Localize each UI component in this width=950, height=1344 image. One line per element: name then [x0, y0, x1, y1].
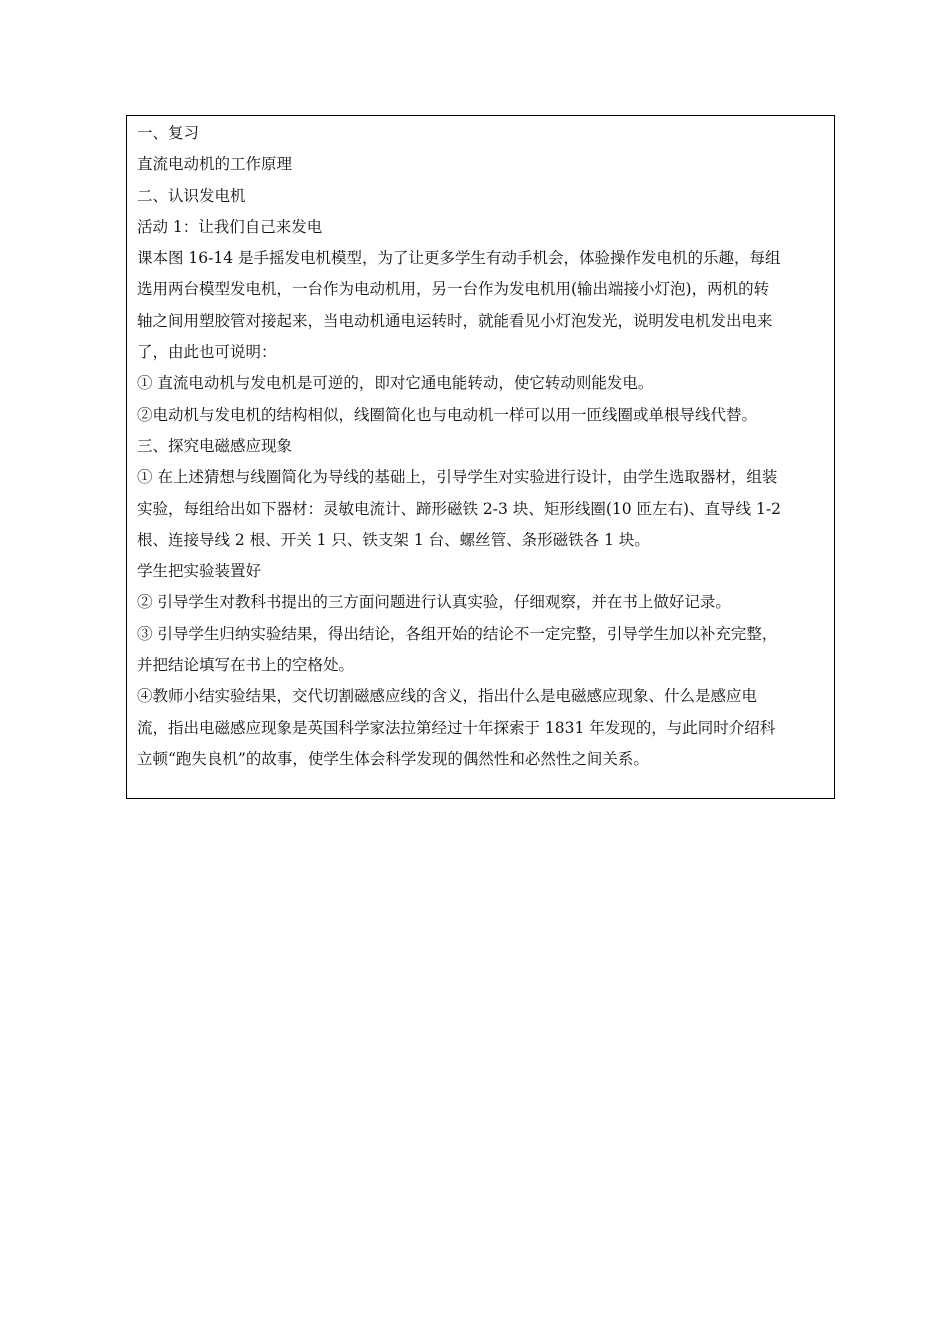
lesson-text: [137, 118, 827, 775]
text-line: 学生把实验装置好: [137, 562, 262, 581]
text-line: ① 直流电动机与发电机是可逆的，即对它通电能转动，使它转动则能发电。: [137, 374, 654, 393]
text-line: ③ 引导学生归纳实验结果，得出结论，各组开始的结论不一定完整，引导学生加以补充完整，: [137, 624, 778, 643]
lesson-content-box: [126, 115, 835, 799]
heading-review: 一、复习: [137, 124, 200, 142]
text-line: 选用两台模型发电机，一台作为电动机用，另一台作为发电机用(输出端接小灯泡)，两机的转: [137, 280, 770, 299]
text-line: ④教师小结实验结果，交代切割磁感应线的含义，指出什么是电磁感应现象、什么是感应电: [137, 687, 758, 706]
text-line: 课本图 16-14 是手摇发电机模型，为了让更多学生有动手机会，体验操作发电机的乐趣，每组: [137, 249, 781, 268]
text-line: 并把结论填写在书上的空格处。: [137, 656, 355, 675]
text-line: ② 引导学生对教科书提出的三方面问题进行认真实验，仔细观察，并在书上做好记录。: [137, 593, 731, 612]
text-line: 根、连接导线 2 根、开关 1 只、铁支架 1 台、螺丝管、条形磁铁各 1 块。: [137, 530, 650, 549]
text-line: ②电动机与发电机的结构相似，线圈简化也与电动机一样可以用一匝线圈或单根导线代替。: [137, 405, 758, 424]
text-line: 立顿“跑失良机”的故事，使学生体会科学发现的偶然性和必然性之间关系。: [137, 749, 649, 768]
heading-induction: 三、探究电磁感应现象: [137, 436, 293, 455]
text-line: 流，指出电磁感应现象是英国科学家法拉第经过十年探索于 1831 年发现的，与此同时介绍科: [137, 718, 776, 737]
text-line: 实验，每组给出如下器材：灵敏电流计、蹄形磁铁 2-3 块、矩形线圈(10 匝左右)、直导线 1-2: [137, 499, 781, 518]
text-line: ① 在上述猜想与线圈简化为导线的基础上，引导学生对实验进行设计，由学生选取器材，组装: [137, 468, 778, 487]
heading-generator: 二、认识发电机: [137, 186, 246, 205]
text-line: 直流电动机的工作原理: [137, 155, 293, 174]
activity-title: 活动 1：让我们自己来发电: [137, 217, 323, 236]
text-line: 轴之间用塑胶管对接起来，当电动机通电运转时，就能看见小灯泡发光，说明发电机发出电来: [137, 311, 773, 330]
text-line: 了，由此也可说明：: [137, 343, 277, 362]
